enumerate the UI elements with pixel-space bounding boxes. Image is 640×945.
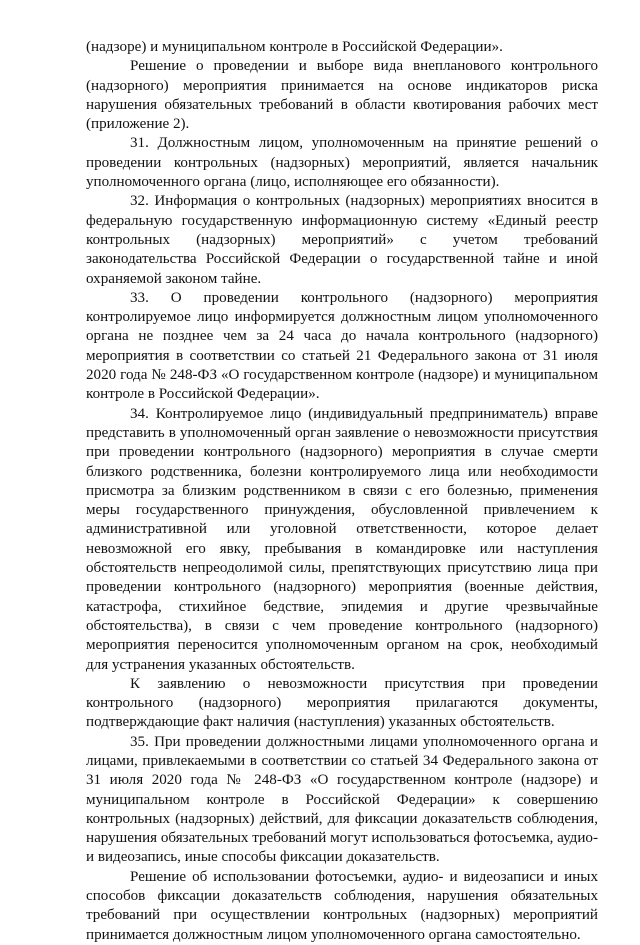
paragraph-31: 31. Должностным лицом, уполномоченным на принятие решений о проведении контрольных (надзорных) мероприятий, является начальник уполномоченного органа (лицо, исполняющее его обязанности). <box>86 135 598 191</box>
paragraph-32: 32. Информация о контрольных (надзорных) мероприятиях вносится в федеральную государственную информационную систему «Единый реестр контрольных (надзорных) мероприятий» с учетом требований законодательства Российской Федерации о государственной тайне и иной охраняемой законом тайне. <box>86 193 598 287</box>
paragraph-unscheduled-decision: Решение о проведении и выборе вида внепланового контрольного (надзорного) мероприятия принимается на основе индикаторов риска нарушения обязательных требований в области квотирования рабочих мест (приложение 2). <box>86 58 598 133</box>
paragraph-continuation: (надзоре) и муниципальном контроле в Российской Федерации». <box>86 39 503 55</box>
paragraph-34: 34. Контролируемое лицо (индивидуальный предприниматель) вправе представить в уполномоченный орган заявление о невозможности присутствия при проведении контрольного (надзорного) мероприятия в случае смерти близкого родственника, болезни контролируемого лица или необходимости присмотра за близким родственником в связи с его болезнью, применения меры государственного принуждения, обусловленной привлечением к административной или уголовной ответственности, которое делает невозможной его явку, пребывания в командировке или наступления обстоятельств непреодолимой силы, препятствующих присутствию лица при проведении контрольного (надзорного) мероприятия (военные действия, катастрофа, стихийное бедствие, эпидемия и другие чрезвычайные обстоятельства), в связи с чем проведение контрольного (надзорного) мероприятия переносится уполномоченным органом на срок, необходимый для устранения указанных обстоятельств. <box>86 405 598 673</box>
paragraph-34-attachment: К заявлению о невозможности присутствия при проведении контрольного (надзорного) мероприятия прилагаются документы, подтверждающие факт наличия (наступления) указанных обстоятельств. <box>86 675 598 731</box>
paragraph-35-decision: Решение об использовании фотосъемки, аудио- и видеозаписи и иных способов фиксации доказательств соблюдения, нарушения обязательных требований при осуществлении контрольных (надзорных) мероприятий принимается должностным лицом уполномоченного органа самостоятельно. <box>86 868 598 943</box>
paragraph-33: 33. О проведении контрольного (надзорного) мероприятия контролируемое лицо информируется должностным лицом уполномоченного органа не позднее чем за 24 часа до начала контрольного (надзорного) мероприятия в соответствии со статьей 21 Федерального закона от 31 июля 2020 года № 248-ФЗ «О государственном контроле (надзоре) и муниципальном контроле в Российской Федерации». <box>86 289 598 403</box>
document-page <box>86 38 598 945</box>
paragraph-35: 35. При проведении должностными лицами уполномоченного органа и лицами, привлекаемыми в соответствии со статьей 34 Федерального закона от 31 июля 2020 года № 248-ФЗ «О государственном контроле (надзоре) и муниципальном контроле в Российской Федерации» к совершению контрольных (надзорных) действий, для фиксации доказательств соблюдения, нарушения обязательных требований могут использоваться фотосъемка, аудио- и видеозапись, иные способы фиксации доказательств. <box>86 733 598 866</box>
